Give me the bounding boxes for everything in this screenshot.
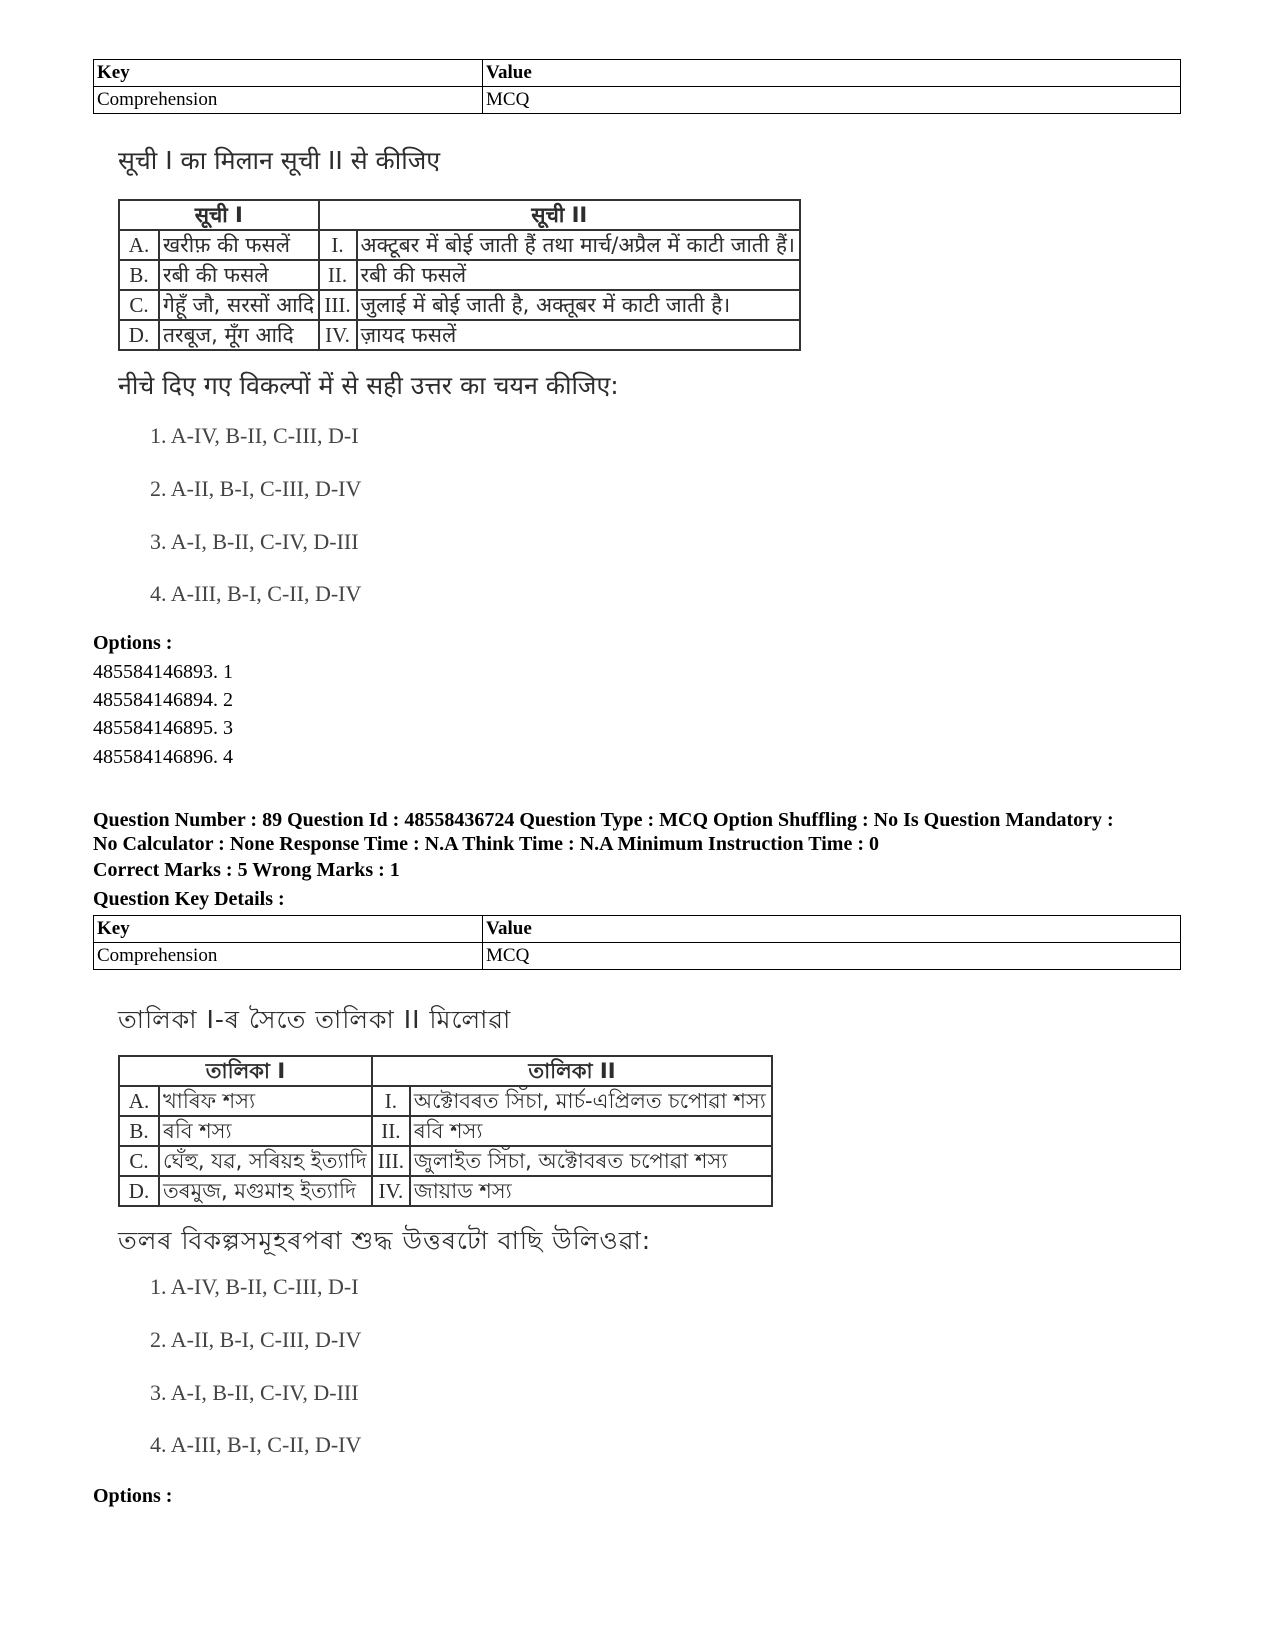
row-roman: III. [372, 1146, 410, 1176]
row-letter: B. [119, 260, 159, 290]
row-left: ৰবি শস্য [159, 1116, 372, 1146]
value-cell: MCQ [483, 943, 1181, 970]
row-right: অক্টোবৰত সিঁচা, মাৰ্চ-এপ্ৰিলত চপোৱা শস্য [410, 1086, 772, 1116]
row-left: गेहूँ जौ, सरसों आदि [159, 290, 319, 320]
row-right: জায়াড শস্য [410, 1176, 772, 1206]
match-table [118, 1055, 773, 1207]
options-label: Options : [93, 632, 173, 654]
key-details-label: Question Key Details : [93, 888, 285, 910]
column-2-header: सूची II [319, 200, 800, 230]
table-row [119, 1116, 772, 1146]
row-letter: C. [119, 1146, 159, 1176]
column-1-header: তালিকা I [119, 1056, 372, 1086]
row-roman: III. [319, 290, 357, 320]
row-letter: B. [119, 1116, 159, 1146]
value-cell: MCQ [483, 87, 1181, 114]
row-letter: A. [119, 1086, 159, 1116]
column-1-header: सूची I [119, 200, 319, 230]
choice-4: 4. A-III, B-I, C-II, D-IV [150, 581, 362, 606]
row-roman: I. [372, 1086, 410, 1116]
value-header: Value [483, 60, 1181, 87]
choice-2: 2. A-II, B-I, C-III, D-IV [150, 1327, 362, 1352]
row-letter: C. [119, 290, 159, 320]
row-left: रबी की फसले [159, 260, 319, 290]
question-prompt: তালিকা I-ৰ সৈতে তালিকা II মিলোৱা [118, 1005, 512, 1034]
row-right: ज़ायद फसलें [357, 320, 800, 350]
choice-4: 4. A-III, B-I, C-II, D-IV [150, 1432, 362, 1457]
option-item: 485584146896. 4 [93, 746, 233, 768]
table-row [119, 1176, 772, 1206]
instruction-text: नीचे दिए गए विकल्पों में से सही उत्तर का चयन कीजिए: [118, 371, 619, 400]
choice-3: 3. A-I, B-II, C-IV, D-III [150, 1380, 359, 1405]
row-left: तरबूज, मूँग आदि [159, 320, 319, 350]
row-left: খাৰিফ শস্য [159, 1086, 372, 1116]
row-right: रबी की फसलें [357, 260, 800, 290]
question-meta [93, 808, 1193, 856]
row-letter: D. [119, 1176, 159, 1206]
row-right: জুলাইত সিঁচা, অক্টোবৰত চপোৱা শস্য [410, 1146, 772, 1176]
row-roman: II. [372, 1116, 410, 1146]
row-right: जुलाई में बोई जाती है, अक्तूबर में काटी जाती है। [357, 290, 800, 320]
question-key-table [93, 59, 1181, 114]
question-meta-line-2: No Calculator : None Response Time : N.A Think Time : N.A Minimum Instruction Time : 0 [93, 833, 879, 855]
row-letter: A. [119, 230, 159, 260]
table-row [119, 260, 800, 290]
row-roman: IV. [319, 320, 357, 350]
row-letter: D. [119, 320, 159, 350]
row-roman: II. [319, 260, 357, 290]
table-row [119, 230, 800, 260]
table-row [119, 290, 800, 320]
table-row [119, 320, 800, 350]
options-label: Options : [93, 1485, 173, 1507]
row-left: खरीफ़ की फसलें [159, 230, 319, 260]
key-cell: Comprehension [94, 943, 483, 970]
key-header: Key [94, 916, 483, 943]
key-cell: Comprehension [94, 87, 483, 114]
match-table [118, 199, 801, 351]
table-row [119, 1146, 772, 1176]
row-right: ৰবি শস্য [410, 1116, 772, 1146]
row-roman: IV. [372, 1176, 410, 1206]
choice-1: 1. A-IV, B-II, C-III, D-I [150, 423, 359, 448]
question-prompt: सूची I का मिलान सूची II से कीजिए [118, 146, 441, 175]
option-item: 485584146894. 2 [93, 689, 233, 711]
question-key-table [93, 915, 1181, 970]
row-left: তৰমুজ, মগুমাহ ইত্যাদি [159, 1176, 372, 1206]
option-item: 485584146895. 3 [93, 717, 233, 739]
row-roman: I. [319, 230, 357, 260]
row-right: अक्टूबर में बोई जाती हैं तथा मार्च/अप्रैल में काटी जाती हैं। [357, 230, 800, 260]
key-header: Key [94, 60, 483, 87]
choice-2: 2. A-II, B-I, C-III, D-IV [150, 476, 362, 501]
marks-text: Correct Marks : 5 Wrong Marks : 1 [93, 859, 400, 881]
value-header: Value [483, 916, 1181, 943]
option-item: 485584146893. 1 [93, 661, 233, 683]
table-row [119, 1086, 772, 1116]
column-2-header: তালিকা II [372, 1056, 772, 1086]
choice-1: 1. A-IV, B-II, C-III, D-I [150, 1274, 359, 1299]
row-left: ঘেঁহু, যৱ, সৰিয়হ ইত্যাদি [159, 1146, 372, 1176]
instruction-text: তলৰ বিকল্পসমূহৰপৰা শুদ্ধ উত্তৰটো বাছি উলিওৱা: [118, 1226, 652, 1255]
question-meta-line-1: Question Number : 89 Question Id : 48558436724 Question Type : MCQ Option Shuffling : No Is Question Mandatory : [93, 809, 1114, 831]
choice-3: 3. A-I, B-II, C-IV, D-III [150, 529, 359, 554]
